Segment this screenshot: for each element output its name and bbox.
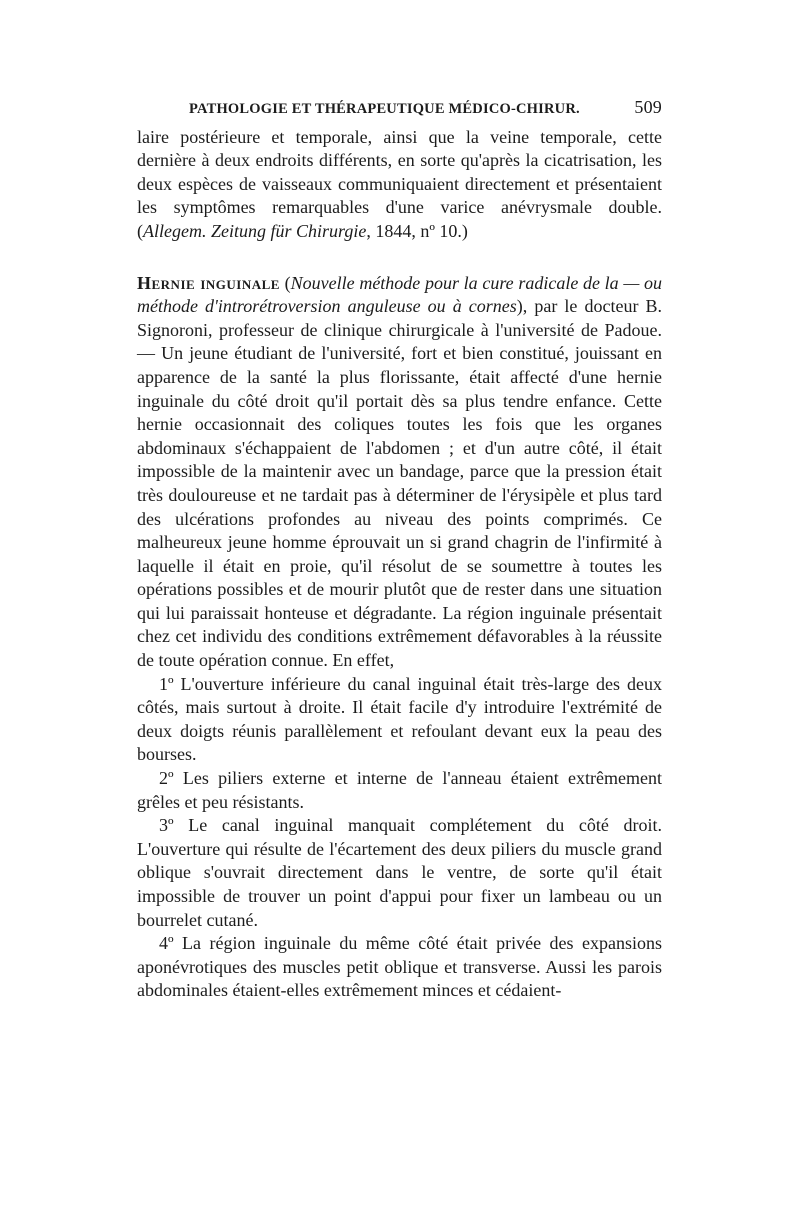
- numbered-point-2: 2º Les piliers externe et interne de l'anneau étaient extrêmement grêles et peu résistants.: [137, 768, 662, 812]
- running-title: PATHOLOGIE ET THÉRAPEUTIQUE MÉDICO-CHIRUR.: [189, 101, 580, 117]
- book-page: [137, 96, 662, 1003]
- article-heading: Hernie inguinale: [137, 272, 280, 293]
- citation-rest: , 1844, nº 10.): [366, 220, 468, 241]
- article-intro-text: par le docteur B. Signoroni, professeur de clinique chirurgicale à l'université de Padoue. — Un jeune étudiant de l'université, fort et bien constitué, jouissant en apparence de la santé la plus florissante, était affecté d'une hernie inguinale du côté droit qu'il portait dès sa plus tendre enfance. Cette hernie occasionnait des coliques toutes les fois que les organes abdominaux s'échappaient de l'abdomen ; et d'un autre côté, il était impossible de la maintenir avec un bandage, parce que la pression était très douloureuse et ne tardait pas à déterminer de l'érysipèle et plus tard des ulcérations profondes au niveau des points comprimés. Ce malheureux jeune homme éprouvait un si grand chagrin de l'infirmité à laquelle il était en proie, qu'il résolut de se soumettre à toutes les opérations possibles et de mourir plutôt que de rester dans une situation qui lui paraissait honteuse et dégradante. La région inguinale présentait chez cet individu des conditions extrêmement défavorables à la réussite de toute opération connue. En effet,: [137, 296, 663, 671]
- numbered-point-1: 1º L'ouverture inférieure du canal inguinal était très-large des deux côtés, mais surtout à droite. Il était facile d'y introduire l'extrémité de deux doigts réunis parallèlement et refoulant devant eux la peau des bourses.: [137, 673, 662, 765]
- running-header: [189, 96, 662, 122]
- page-number: 509: [634, 97, 662, 117]
- numbered-point-3: 3º Le canal inguinal manquait complétement du côté droit. L'ouverture qui résulte de l'écartement des deux piliers du muscle grand oblique s'ouvrait directement dans le ventre, de sorte qu'il était impossible de trouver un point d'appui pour fixer un lambeau ou un bourrelet cutané.: [137, 815, 662, 930]
- section-gap: [137, 244, 662, 272]
- subtitle-close: ),: [516, 296, 528, 317]
- numbered-point-4: 4º La région inguinale du même côté était privée des expansions aponévrotiques des muscles petit oblique et transverse. Aussi les parois abdominales étaient-elles extrêmement minces et cédaient-: [137, 933, 662, 1001]
- subtitle-open: (: [284, 272, 291, 293]
- citation-open: (: [137, 220, 143, 241]
- continuation-text: laire postérieure et temporale, ainsi que la veine temporale, cette dernière à deux endroits différents, en sorte qu'après la cicatrisation, les deux espèces de vaisseaux communiquaient directement et présentaient les symptômes remarquables d'une varice anévrysmale double.: [137, 126, 662, 218]
- continuation-paragraph: [137, 126, 662, 244]
- article-intro-paragraph: [137, 272, 662, 673]
- citation-journal: Allegem. Zeitung für Chirurgie: [143, 220, 367, 241]
- article-subtitle: Nouvelle méthode pour la cure radicale de la — ou méthode d'introrétroversion angulеuse ou à cornes: [137, 272, 663, 317]
